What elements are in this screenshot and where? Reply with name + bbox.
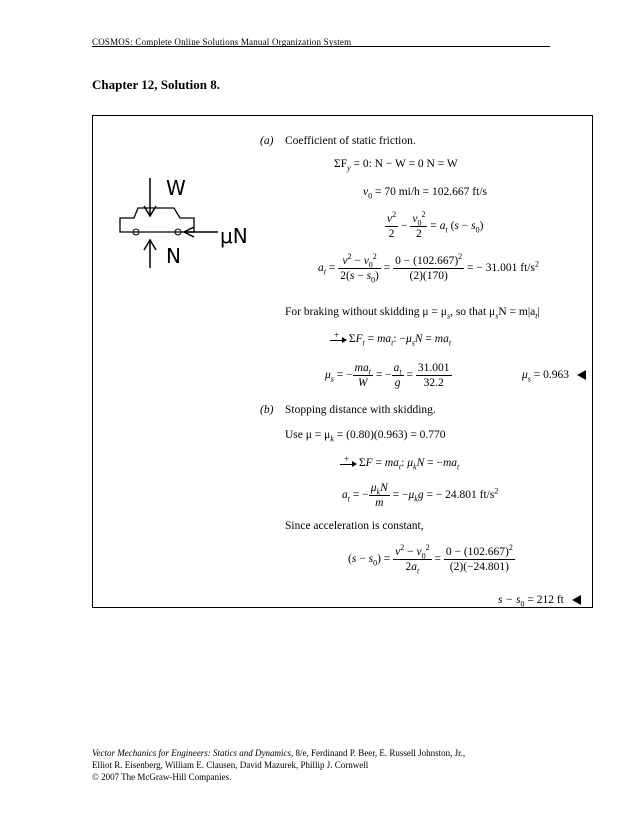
part-b-label: (b) <box>260 404 274 416</box>
answer-marker-icon <box>572 595 581 605</box>
part-b-heading: Stopping distance with skidding. <box>285 404 436 416</box>
page-header: COSMOS: Complete Online Solutions Manual Organization System <box>92 37 352 47</box>
final-distance-result: $s - s_0 = 212$ ft <box>498 594 581 606</box>
part-a-label: (a) <box>260 135 274 147</box>
v0-equation: $v_0 = 70$ mi/h = 102.667 ft/s <box>363 186 487 201</box>
kinematic-equation: $\frac{v^2}{2}$ − $\frac{v_0^2}{2}$ = $a_t$ $(s - s_0)$ <box>387 210 484 240</box>
page-footer: Vector Mechanics for Engineers: Statics and Dynamics, 8/e, Ferdinand P. Beer, E. Russell Johnston, Jr., Elliot R. Eisenberg, William E. Clausen, David Mazurek, Phillip J. Cornwell © 2007 The McGraw-Hill Companies. <box>92 748 466 782</box>
part-a-heading: Coefficient of static friction. <box>285 135 416 147</box>
sum-f-equation-b: + $\Sigma F = ma_t$: $\mu_kN = -ma_t$ <box>340 457 459 469</box>
sum-fy-equation: $\Sigma F_y = 0$: N − W = 0 N = W <box>334 158 458 173</box>
at-equation: $a_t$ = $\frac{v^2 - v_0^2}{2(s - s_0)}$ = $\frac{0 - (102.667)^2}{(2)(170)}$ = − 31.001 $ft/s^2$ <box>318 252 539 285</box>
sum-ft-equation: + $\Sigma F_t = ma_t$: $-\mu_sN = ma_t$ <box>330 333 451 345</box>
mu-s-result: $\mu_s = 0.963$ <box>522 369 586 381</box>
mu-s-equation: $\mu_s$ = − $\frac{ma_t}{W}$ = − $\frac{a_t}{g}$ = $\frac{31.001}{32.2}$ <box>325 362 450 389</box>
answer-marker-icon <box>577 370 586 380</box>
distance-equation: $(s - s_0)$ = $\frac{v^2 - v_0^2}{2a_t}$ = $\frac{0 - (102.667)^2}{(2)(-24.801)}$ <box>348 543 513 576</box>
header-rule <box>92 46 550 47</box>
since-statement: Since acceleration is constant, <box>285 520 424 532</box>
normal-label: N <box>166 244 181 268</box>
chapter-title: Chapter 12, Solution 8. <box>92 77 220 92</box>
braking-statement: For braking without skidding $\mu = \mu_s$, so that $\mu_sN = m|a_t|$ <box>285 306 540 321</box>
use-mu-k-line: Use $\mu = \mu_k = (0.80)(0.963) = 0.770$ <box>285 429 446 444</box>
friction-label: μN <box>220 224 248 248</box>
at-equation-b: $a_t$ = − $\frac{\mu_kN}{m}$ = $-\mu_kg$ = − 24.801 $ft/s^2$ <box>342 482 499 509</box>
weight-label: W <box>166 176 186 200</box>
